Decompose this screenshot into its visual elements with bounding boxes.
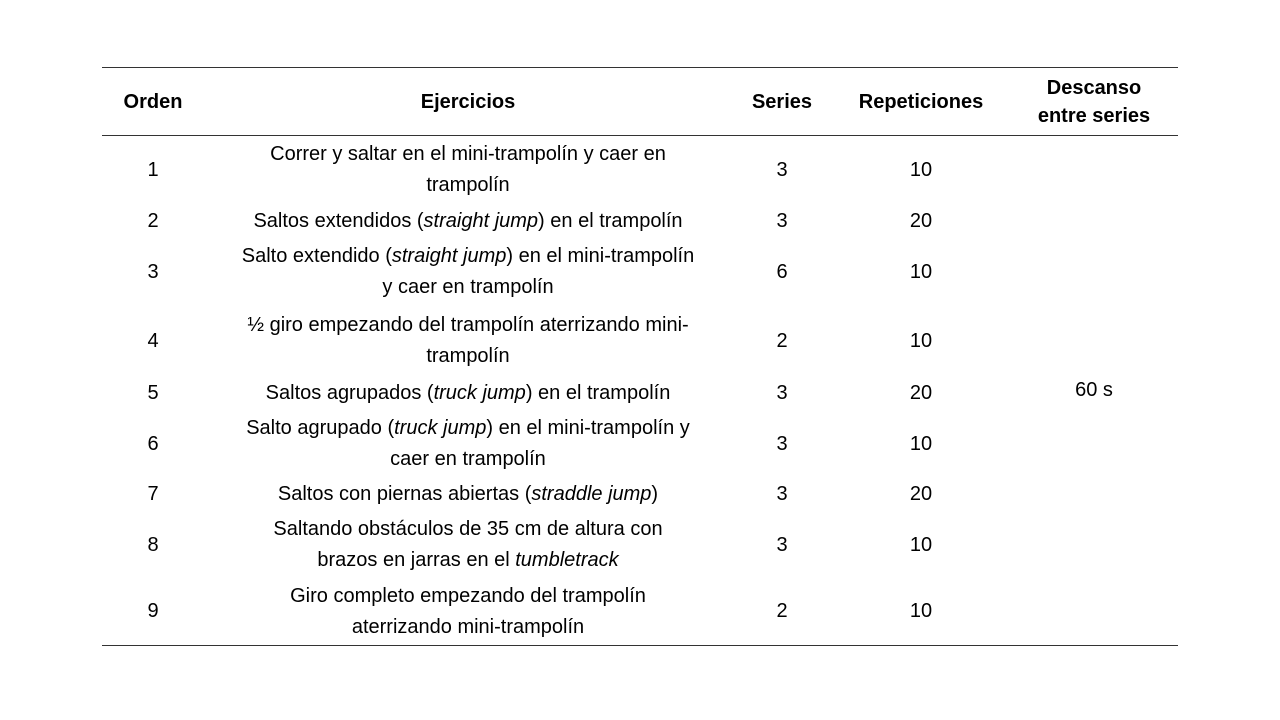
- ejercicio-text: Saltos agrupados (: [265, 382, 434, 404]
- ejercicio-line-2: y caer en trampolín: [382, 276, 554, 298]
- cell-orden: 4: [147, 329, 159, 352]
- cell-series: 3: [776, 533, 788, 556]
- ejercicio-text-end: ) en el trampolín: [538, 210, 683, 232]
- cell-repeticiones: 20: [909, 210, 933, 232]
- header-descanso-line-2: entre series: [1037, 104, 1151, 127]
- cell-repeticiones: 20: [909, 382, 933, 404]
- header-orden: Orden: [123, 90, 183, 113]
- ejercicio-italic: straight jump: [423, 210, 539, 232]
- cell-series: 3: [776, 382, 788, 404]
- cell-orden: 5: [147, 382, 159, 404]
- header-repeticiones: Repeticiones: [858, 90, 984, 113]
- header-descanso-line-1: Descanso: [1046, 76, 1142, 99]
- ejercicio-text-end: ) en el mini-trampolín y: [486, 417, 690, 439]
- cell-orden: 3: [147, 260, 159, 283]
- cell-orden: 6: [147, 432, 159, 455]
- header-descanso: [1010, 68, 1178, 136]
- cell-repeticiones: 10: [909, 432, 933, 455]
- cell-orden: 2: [147, 210, 159, 232]
- ejercicio-italic: truck jump: [433, 382, 526, 404]
- cell-repeticiones: 20: [909, 483, 933, 505]
- cell-ejercicio: [204, 239, 732, 306]
- cell-repeticiones: 10: [909, 260, 933, 283]
- cell-ejercicio: [204, 478, 732, 512]
- ejercicio-line-2: caer en trampolín: [390, 448, 546, 470]
- ejercicio-text: Saltos con piernas abiertas (: [277, 483, 532, 505]
- ejercicio-italic: tumbletrack: [515, 549, 619, 571]
- cell-ejercicio: [204, 306, 732, 377]
- header-ejercicios: Ejercicios: [420, 90, 516, 113]
- cell-orden: 7: [147, 483, 159, 505]
- cell-descanso: 60 s: [1075, 379, 1113, 401]
- cell-orden: 9: [147, 600, 159, 623]
- cell-series: 6: [776, 260, 788, 283]
- cell-series: 3: [776, 210, 788, 232]
- cell-ejercicio: [204, 136, 732, 205]
- exercise-table-container: [102, 67, 1178, 646]
- cell-orden: 1: [147, 158, 159, 181]
- ejercicio-italic: truck jump: [394, 417, 487, 439]
- ejercicio-line-2: trampolín: [426, 345, 510, 367]
- cell-repeticiones: 10: [909, 533, 933, 556]
- ejercicio-line-1: Giro completo empezando del trampolín: [290, 584, 646, 607]
- cell-orden: 8: [147, 533, 159, 556]
- cell-repeticiones: 10: [909, 329, 933, 352]
- cell-series: 3: [776, 483, 788, 505]
- ejercicio-text: Saltos extendidos (: [253, 210, 424, 232]
- ejercicio-line-1: [210, 241, 726, 272]
- header-series: Series: [751, 90, 813, 113]
- ejercicio-text-end: ) en el mini-trampolín: [506, 245, 695, 267]
- cell-repeticiones: 10: [909, 158, 933, 181]
- cell-ejercicio: [204, 411, 732, 478]
- cell-series: 2: [776, 600, 788, 623]
- cell-ejercicio: [204, 579, 732, 646]
- exercise-table: [102, 67, 1178, 646]
- ejercicio-italic: straddle jump: [531, 483, 652, 505]
- cell-ejercicio: [204, 205, 732, 239]
- ejercicio-line-1: ½ giro empezando del trampolín aterrizando mini-: [247, 314, 689, 336]
- ejercicio-italic: straight jump: [391, 245, 507, 267]
- table-row: [102, 136, 1178, 205]
- ejercicio-text: brazos en jarras en el: [317, 549, 516, 571]
- ejercicio-text: Salto agrupado (: [246, 417, 395, 439]
- ejercicio-line-2: aterrizando mini-trampolín: [351, 615, 585, 638]
- ejercicio-text-end: ): [651, 483, 659, 505]
- cell-series: 3: [776, 158, 788, 181]
- ejercicio-line-2: trampolín: [426, 174, 510, 197]
- cell-repeticiones: 10: [909, 600, 933, 623]
- cell-series: 2: [776, 329, 788, 352]
- ejercicio-line-1: Saltando obstáculos de 35 cm de altura con: [273, 518, 663, 540]
- header-row: [102, 68, 1178, 136]
- ejercicio-line-1: Correr y saltar en el mini-trampolín y caer en: [270, 143, 666, 166]
- ejercicio-line-1: [210, 413, 726, 444]
- cell-ejercicio: [204, 512, 732, 579]
- cell-ejercicio: [204, 377, 732, 411]
- cell-series: 3: [776, 432, 788, 455]
- ejercicio-text-end: ) en el trampolín: [525, 382, 671, 404]
- ejercicio-text: Salto extendido (: [241, 245, 392, 267]
- ejercicio-line-2: [210, 545, 726, 576]
